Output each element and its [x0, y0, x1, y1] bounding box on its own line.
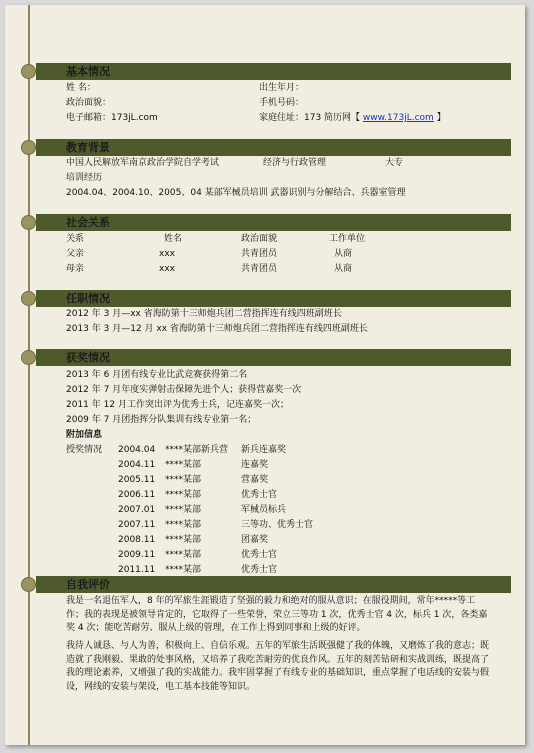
award-date: 2011.11	[118, 565, 156, 575]
timeline-dot-icon	[21, 215, 36, 230]
award-unit: ****某部新兵营	[165, 445, 229, 455]
award-unit: ****某部	[165, 565, 202, 575]
name-label: 姓 名：	[66, 83, 96, 93]
award-honor: 优秀士官	[241, 490, 278, 500]
timeline-dot-icon	[21, 64, 36, 79]
award-honor: 优秀士官	[241, 550, 278, 560]
phone-label: 手机号码：	[259, 98, 305, 108]
award-honor: 优秀士官	[241, 565, 278, 575]
politics-label: 政治面貌：	[66, 98, 112, 108]
award-date: 2005.11	[118, 475, 156, 485]
edu-degree: 大专	[385, 158, 404, 168]
social-header-relation: 关系	[66, 234, 85, 244]
award-table-label: 授奖情况	[66, 445, 103, 455]
award-unit: ****某部	[165, 505, 202, 515]
section-title-self: 自我评价	[66, 578, 110, 591]
award-unit: ****某部	[165, 460, 202, 470]
social-header-work: 工作单位	[329, 234, 366, 244]
address-text	[259, 112, 446, 124]
self-eval-paragraph-1: 我是一名退伍军人，8 年的军旅生涯锻造了坚强的毅力和绝对的服从意识；在服役期间，常年*****等工作；我的表现是被领导肯定的，它取得了一些荣誉，荣立三等功 1 次，优秀士官 4 次，标兵 1 次，各类嘉奖 4 次；能吃苦耐劳、服从上级的管理，在工作上得到同事和上级的好评。	[66, 596, 488, 633]
section-title-work: 任职情况	[66, 292, 110, 305]
award-unit: ****某部	[165, 520, 202, 530]
timeline-dot-icon	[21, 140, 36, 155]
social-cell: 母亲	[66, 264, 85, 274]
address-prefix: 家庭住址：173 简历网【	[259, 113, 361, 123]
award-date: 2004.04	[118, 445, 156, 455]
award-item: 2009 年 7 月团指挥分队集训有线专业第一名；	[66, 415, 257, 425]
section-title-edu: 教育背景	[66, 141, 110, 154]
social-header-name: 姓名	[164, 234, 183, 244]
timeline-dot-icon	[21, 577, 36, 592]
award-honor: 营嘉奖	[241, 475, 269, 485]
award-unit: ****某部	[165, 475, 202, 485]
award-honor: 新兵连嘉奖	[241, 445, 287, 455]
social-cell: 父亲	[66, 249, 85, 259]
award-date: 2007.11	[118, 520, 156, 530]
social-cell: xxx	[159, 249, 175, 259]
award-unit: ****某部	[165, 490, 202, 500]
section-title-social: 社会关系	[66, 216, 110, 229]
social-cell: xxx	[159, 264, 175, 274]
timeline-dot-icon	[21, 291, 36, 306]
social-cell: 从商	[334, 249, 353, 259]
award-unit: ****某部	[165, 550, 202, 560]
edu-major: 经济与行政管理	[263, 158, 327, 168]
social-cell: 共青团员	[241, 249, 278, 259]
award-item: 2011 年 12 月工作突出评为优秀士兵，记连嘉奖一次；	[66, 400, 289, 410]
birth-label: 出生年月：	[259, 83, 305, 93]
award-date: 2008.11	[118, 535, 156, 545]
resume-page	[5, 5, 525, 745]
award-date: 2004.11	[118, 460, 156, 470]
timeline-line	[28, 5, 30, 745]
address-suffix: 】	[436, 113, 446, 123]
award-date: 2007.01	[118, 505, 156, 515]
award-honor: 团嘉奖	[241, 535, 269, 545]
social-cell: 从商	[334, 264, 353, 274]
website-link[interactable]: www.173jL.com	[362, 113, 434, 123]
award-honor: 军械员标兵	[241, 505, 287, 515]
award-honor: 三等功、优秀士官	[241, 520, 314, 530]
section-title-awards: 获奖情况	[66, 351, 110, 364]
award-honor: 连嘉奖	[241, 460, 269, 470]
section-title-basic: 基本情况	[66, 65, 110, 78]
training-title: 培训经历	[66, 173, 103, 183]
training-text: 2004.04、2004.10、2005、04 某部军械员培训 武器识别与分解结合、兵器室管理	[66, 188, 406, 198]
social-cell: 共青团员	[241, 264, 278, 274]
email-text: 电子邮箱：173jL.com	[66, 113, 158, 123]
work-item: 2012 年 3 月—xx 省海防第十三师炮兵团二营指挥连有线四班副班长	[66, 309, 342, 319]
extra-info-title: 附加信息	[66, 430, 103, 440]
timeline-dot-icon	[21, 350, 36, 365]
award-item: 2013 年 6 月团有线专业比武竞赛获得第二名	[66, 370, 248, 380]
work-item: 2013 年 3 月—12 月 xx 省海防第十三师炮兵团二营指挥连有线四班副班长	[66, 324, 368, 334]
self-eval-paragraph-2: 我待人诚恳、与人为善，积极向上、自信乐观。五年的军旅生活既强健了我的体魄，又磨炼了我的意志；既造就了我刚毅、果敢的处事风格，又培养了我吃苦耐劳的优良作风。五年的刻苦钻研和实战训练，既提高了我的理论素养，又增强了我的实战能力。我牢固掌握了有线专业的基础知识，重点掌握了电话线的安装与假设，网线的安装与架设，电工基本技能等知识。	[66, 641, 490, 692]
social-header-politics: 政治面貌	[241, 234, 278, 244]
edu-school: 中国人民解放军南京政治学院自学考试	[66, 158, 220, 168]
award-date: 2006.11	[118, 490, 156, 500]
award-item: 2012 年 7 月年度实弹射击保障先进个人；获得营嘉奖一次	[66, 385, 302, 395]
award-unit: ****某部	[165, 535, 202, 545]
award-date: 2009.11	[118, 550, 156, 560]
